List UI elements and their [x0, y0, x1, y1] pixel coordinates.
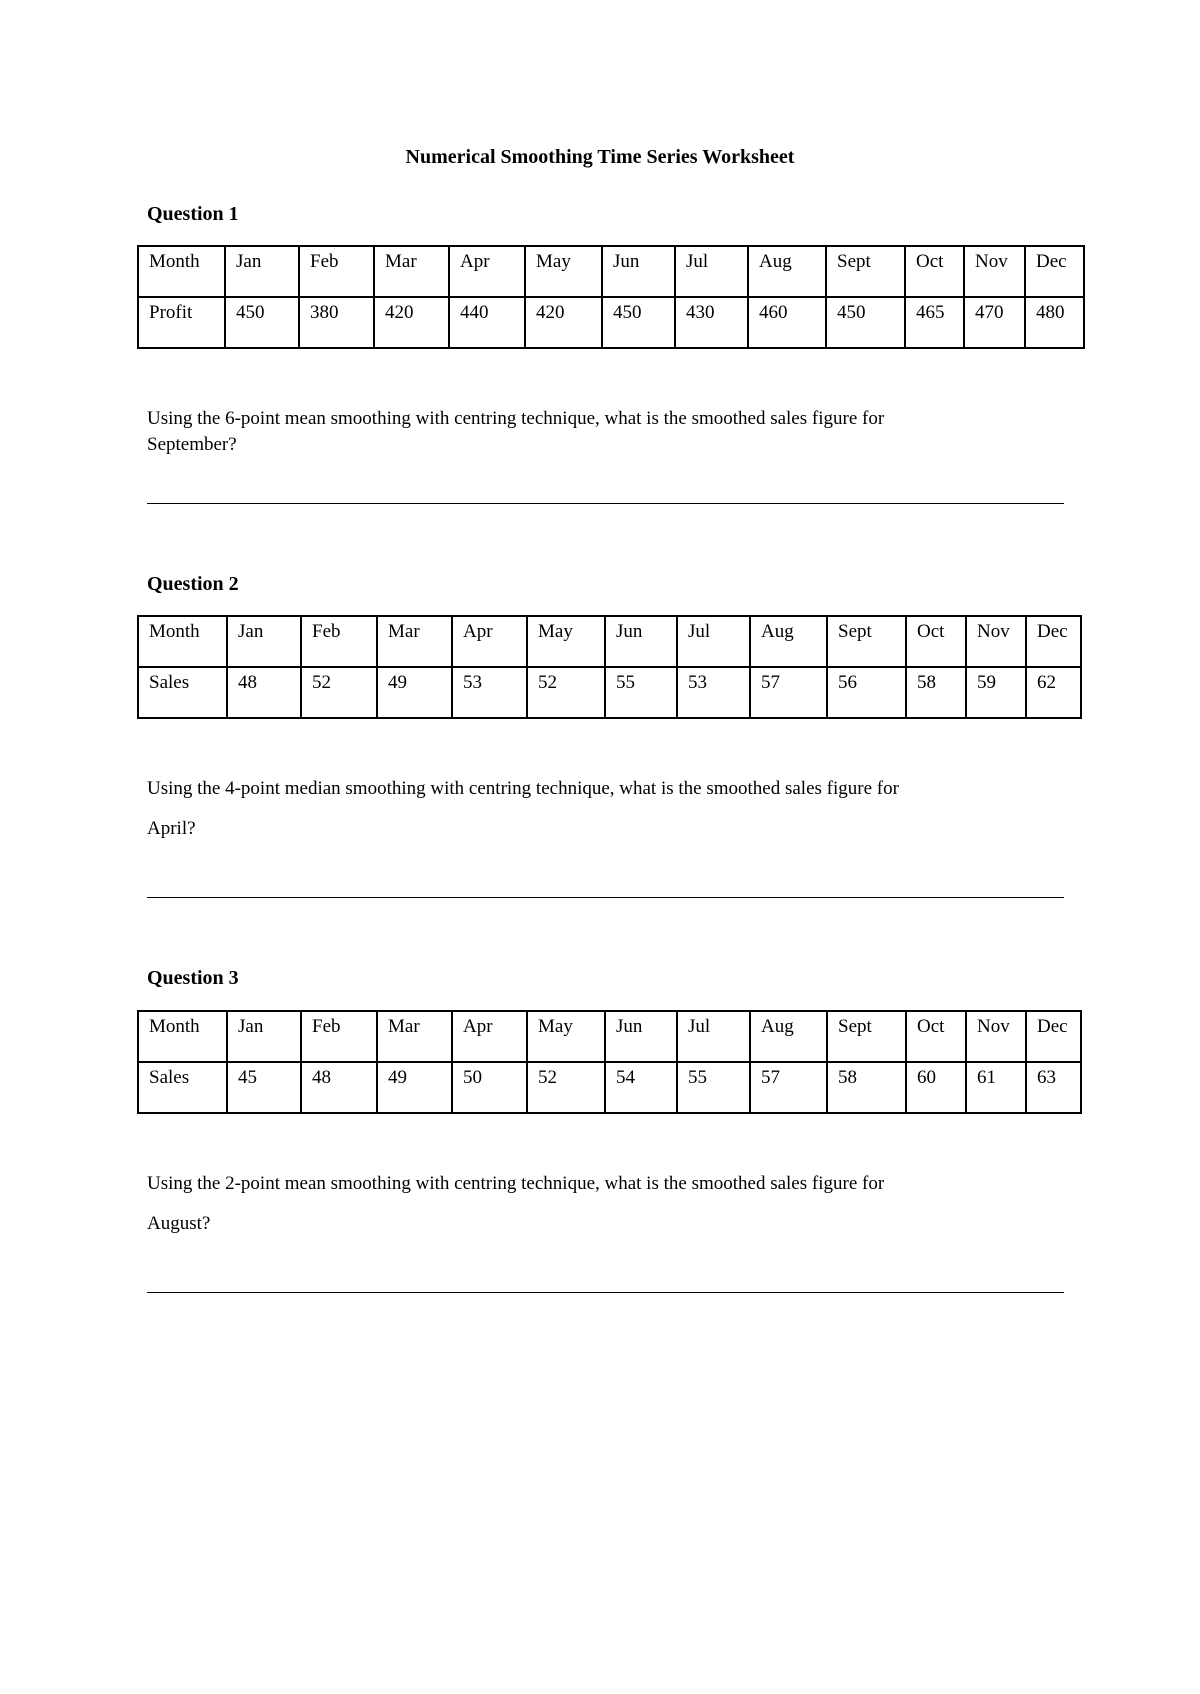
table-cell: Mar	[374, 246, 449, 297]
table-cell: 420	[525, 297, 602, 348]
table-cell: 57	[750, 667, 827, 718]
table-cell: 58	[906, 667, 966, 718]
question-text-line: September?	[147, 434, 237, 455]
data-table	[137, 245, 1085, 349]
table-cell: Apr	[449, 246, 525, 297]
table-cell: 420	[374, 297, 449, 348]
table-cell: 49	[377, 667, 452, 718]
table-cell: 49	[377, 1062, 452, 1113]
table-cell: 53	[452, 667, 527, 718]
table-cell: 450	[602, 297, 675, 348]
table-cell: Jan	[225, 246, 299, 297]
table-cell: Dec	[1026, 1011, 1081, 1062]
table-cell: 59	[966, 667, 1026, 718]
table-cell: Aug	[750, 1011, 827, 1062]
question-heading: Question 1	[147, 203, 239, 225]
table-cell: 450	[225, 297, 299, 348]
table-cell: Nov	[966, 616, 1026, 667]
table-cell: Sept	[827, 616, 906, 667]
table-cell: May	[525, 246, 602, 297]
table-cell: Jun	[605, 616, 677, 667]
table-cell: 56	[827, 667, 906, 718]
question-text-line: August?	[147, 1213, 211, 1234]
table-value-row	[138, 667, 1081, 718]
table-value-row	[138, 297, 1084, 348]
table-cell: 58	[827, 1062, 906, 1113]
question-heading: Question 3	[147, 967, 239, 989]
table-cell: 440	[449, 297, 525, 348]
table-cell: Feb	[301, 616, 377, 667]
table-cell: Dec	[1026, 616, 1081, 667]
table-cell: Profit	[138, 297, 225, 348]
table-cell: 62	[1026, 667, 1081, 718]
question-text-line: April?	[147, 818, 196, 839]
table-cell: 53	[677, 667, 750, 718]
table-cell: Jul	[675, 246, 748, 297]
answer-line[interactable]	[147, 503, 1064, 504]
table-cell: Oct	[906, 616, 966, 667]
table-cell: 55	[605, 667, 677, 718]
table-cell: Mar	[377, 1011, 452, 1062]
table-cell: Sept	[827, 1011, 906, 1062]
table-cell: 48	[301, 1062, 377, 1113]
table-cell: 380	[299, 297, 374, 348]
table-cell: Jun	[605, 1011, 677, 1062]
table-cell: 52	[301, 667, 377, 718]
table-cell: May	[527, 1011, 605, 1062]
table-cell: Nov	[964, 246, 1025, 297]
table-cell: 465	[905, 297, 964, 348]
question-text-line: Using the 2-point mean smoothing with centring technique, what is the smoothed sales figure for	[147, 1173, 885, 1194]
question-text-line: Using the 4-point median smoothing with centring technique, what is the smoothed sales figure for	[147, 778, 899, 799]
table-cell: Feb	[301, 1011, 377, 1062]
table-cell: Month	[138, 1011, 227, 1062]
table-cell: 60	[906, 1062, 966, 1113]
table-cell: 470	[964, 297, 1025, 348]
table-header-row	[138, 246, 1084, 297]
table-cell: Sept	[826, 246, 905, 297]
table-cell: 52	[527, 667, 605, 718]
table-cell: Month	[138, 616, 227, 667]
table-cell: 430	[675, 297, 748, 348]
table-cell: Jan	[227, 1011, 301, 1062]
table-cell: Sales	[138, 667, 227, 718]
data-table	[137, 615, 1082, 719]
answer-line[interactable]	[147, 1292, 1064, 1293]
table-cell: May	[527, 616, 605, 667]
table-cell: 52	[527, 1062, 605, 1113]
table-cell: Jan	[227, 616, 301, 667]
question-heading: Question 2	[147, 573, 239, 595]
table-cell: Apr	[452, 616, 527, 667]
table-cell: 50	[452, 1062, 527, 1113]
table-cell: 61	[966, 1062, 1026, 1113]
table-cell: Oct	[906, 1011, 966, 1062]
table-cell: 480	[1025, 297, 1084, 348]
table-header-row	[138, 616, 1081, 667]
table-cell: 460	[748, 297, 826, 348]
table-cell: Jul	[677, 1011, 750, 1062]
table-cell: Aug	[748, 246, 826, 297]
table-cell: 450	[826, 297, 905, 348]
table-cell: Dec	[1025, 246, 1084, 297]
table-cell: Month	[138, 246, 225, 297]
table-cell: 63	[1026, 1062, 1081, 1113]
question-text-line: Using the 6-point mean smoothing with centring technique, what is the smoothed sales figure for	[147, 408, 885, 429]
table-cell: Feb	[299, 246, 374, 297]
table-cell: Mar	[377, 616, 452, 667]
table-cell: Jul	[677, 616, 750, 667]
answer-line[interactable]	[147, 897, 1064, 898]
table-value-row	[138, 1062, 1081, 1113]
table-cell: Jun	[602, 246, 675, 297]
table-cell: Oct	[905, 246, 964, 297]
table-cell: 57	[750, 1062, 827, 1113]
table-header-row	[138, 1011, 1081, 1062]
table-cell: 45	[227, 1062, 301, 1113]
table-cell: 54	[605, 1062, 677, 1113]
table-cell: 48	[227, 667, 301, 718]
table-cell: 55	[677, 1062, 750, 1113]
table-cell: Aug	[750, 616, 827, 667]
table-cell: Sales	[138, 1062, 227, 1113]
table-cell: Nov	[966, 1011, 1026, 1062]
table-cell: Apr	[452, 1011, 527, 1062]
data-table	[137, 1010, 1082, 1114]
page-title: Numerical Smoothing Time Series Worksheet	[405, 146, 795, 168]
